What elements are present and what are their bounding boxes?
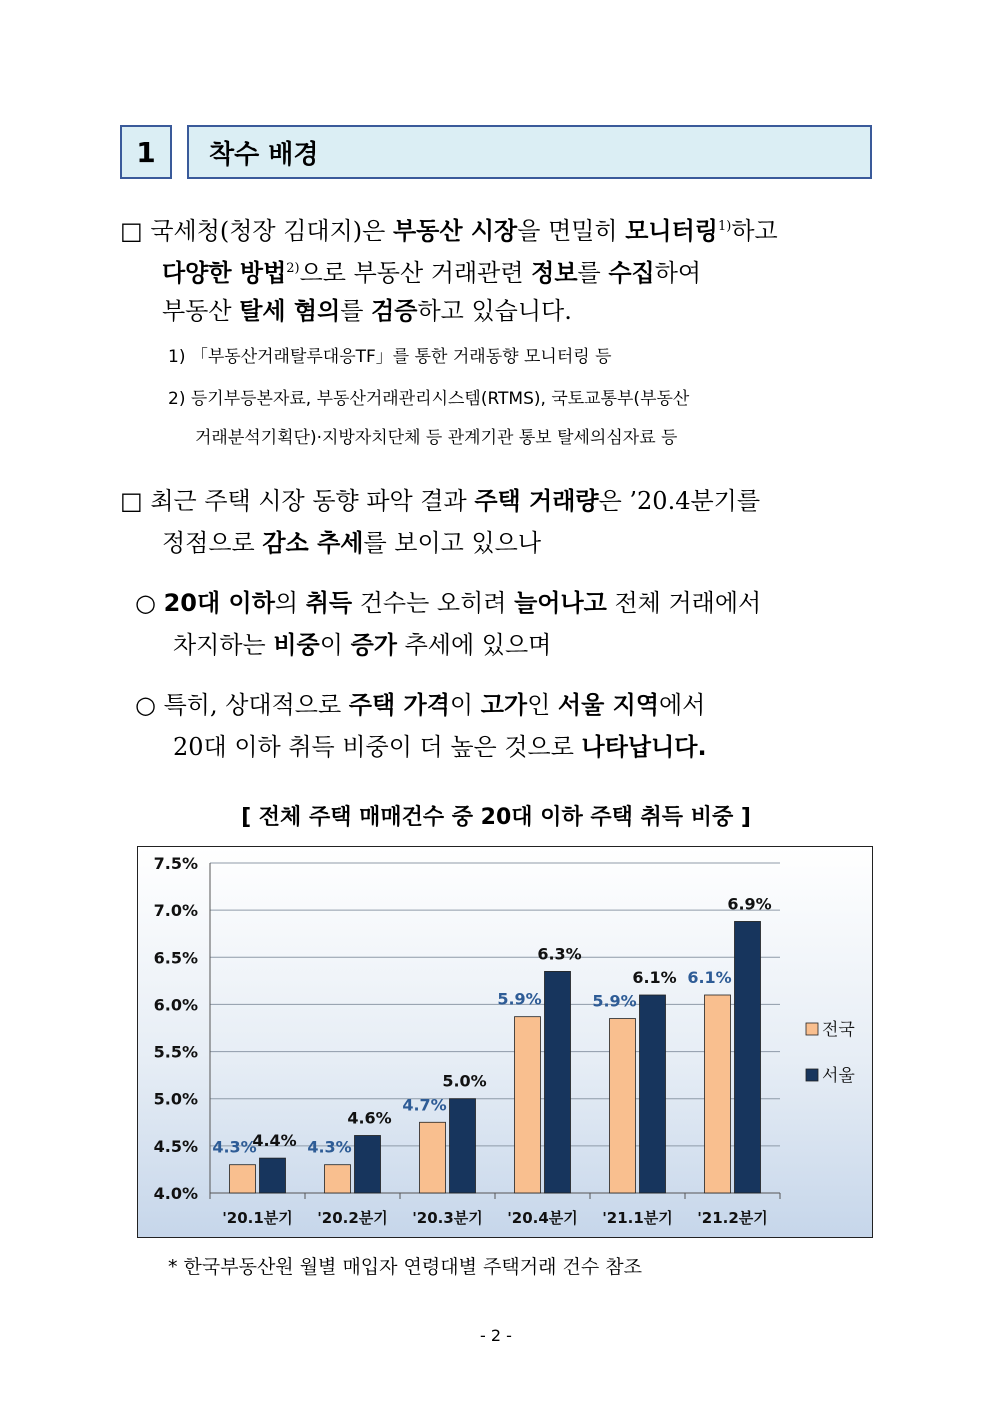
legend-swatch: [806, 1023, 818, 1035]
y-tick-label: 4.0%: [153, 1184, 198, 1203]
y-tick-label: 6.0%: [153, 995, 198, 1015]
section-number: 1: [120, 125, 172, 179]
bar-서울: [735, 921, 761, 1193]
bar-서울: [260, 1158, 286, 1193]
checkbox-icon: □: [120, 217, 143, 245]
data-label: 5.9%: [497, 989, 542, 1009]
circle-bullet-icon: ○: [135, 589, 156, 617]
x-tick-label: '20.1분기: [222, 1209, 293, 1227]
bar-서울: [450, 1099, 476, 1193]
bullet1-line2: 차지하는 비중이 증가 추세에 있으며: [173, 631, 552, 659]
y-tick-label: 6.5%: [153, 948, 198, 968]
bar-chart: [138, 847, 872, 1237]
bar-서울: [640, 995, 666, 1193]
data-label: 4.3%: [307, 1137, 352, 1157]
y-tick-label: 5.5%: [153, 1042, 198, 1062]
bar-서울: [355, 1135, 381, 1193]
bar-전국: [420, 1122, 446, 1193]
page-number: - 2 -: [480, 1326, 512, 1345]
x-tick-label: '20.4분기: [507, 1209, 578, 1227]
bar-전국: [230, 1165, 256, 1193]
chart-container: [137, 846, 873, 1238]
bullet2-line2: 20대 이하 취득 비중이 더 높은 것으로 나타납니다.: [173, 733, 707, 761]
para1-line3: 부동산 탈세 혐의를 검증하고 있습니다.: [162, 297, 572, 325]
legend-label: 서울: [822, 1066, 855, 1086]
y-tick-label: 7.0%: [153, 901, 198, 921]
y-tick-label: 7.5%: [153, 854, 198, 873]
footnote-2-line1: 2) 등기부등본자료, 부동산거래관리시스템(RTMS), 국토교통부(부동산: [168, 389, 690, 409]
bullet1-line1: ○ 20대 이하의 취득 건수는 오히려 늘어나고 전체 거래에서: [135, 589, 762, 617]
legend-swatch: [806, 1069, 818, 1081]
para2-line2: 정점으로 감소 추세를 보이고 있으나: [162, 529, 542, 557]
data-label: 5.9%: [592, 991, 637, 1011]
x-tick-label: '21.2분기: [697, 1209, 768, 1227]
x-tick-label: '20.2분기: [317, 1209, 388, 1227]
data-label: 6.9%: [727, 894, 772, 914]
footnote-2-line2: 거래분석기획단)·지방자치단체 등 관계기관 통보 탈세의심자료 등: [195, 428, 678, 448]
data-label: 6.1%: [687, 968, 732, 987]
bar-서울: [545, 971, 571, 1193]
footnote-1: 1) 「부동산거래탈루대응TF」를 통한 거래동향 모니터링 등: [168, 347, 612, 367]
data-label: 6.1%: [632, 968, 677, 987]
data-label: 4.3%: [212, 1137, 257, 1157]
y-tick-label: 4.5%: [153, 1136, 198, 1156]
checkbox-icon: □: [120, 487, 143, 515]
chart-caption: [ 전체 주택 매매건수 중 20대 이하 주택 취득 비중 ]: [241, 805, 751, 830]
bar-전국: [325, 1165, 351, 1193]
bar-전국: [705, 995, 731, 1193]
data-label: 4.6%: [347, 1108, 392, 1128]
data-label: 6.3%: [537, 944, 582, 964]
bullet2-line1: ○ 특히, 상대적으로 주택 가격이 고가인 서울 지역에서: [135, 691, 706, 719]
x-tick-label: '20.3분기: [412, 1209, 483, 1227]
legend-label: 전국: [822, 1020, 855, 1040]
data-label: 5.0%: [442, 1071, 487, 1091]
y-tick-label: 5.0%: [153, 1089, 198, 1109]
x-tick-label: '21.1분기: [602, 1209, 673, 1227]
data-label: 4.7%: [402, 1095, 447, 1115]
para1-line1: □ 국세청(청장 김대지)은 부동산 시장을 면밀히 모니터링$^{1)}$하고: [120, 217, 778, 245]
source-note: * 한국부동산원 월별 매입자 연령대별 주택거래 건수 참조: [168, 1256, 642, 1278]
section-title: 착수 배경: [187, 125, 872, 179]
bar-전국: [610, 1019, 636, 1193]
para2-line1: □ 최근 주택 시장 동향 파악 결과 주택 거래량은 ’20.4분기를: [120, 487, 761, 515]
data-label: 4.4%: [252, 1131, 297, 1151]
circle-bullet-icon: ○: [135, 691, 156, 719]
para1-line2: 다양한 방법$^{2)}$으로 부동산 거래관련 정보를 수집하여: [162, 259, 702, 287]
bar-전국: [515, 1017, 541, 1193]
